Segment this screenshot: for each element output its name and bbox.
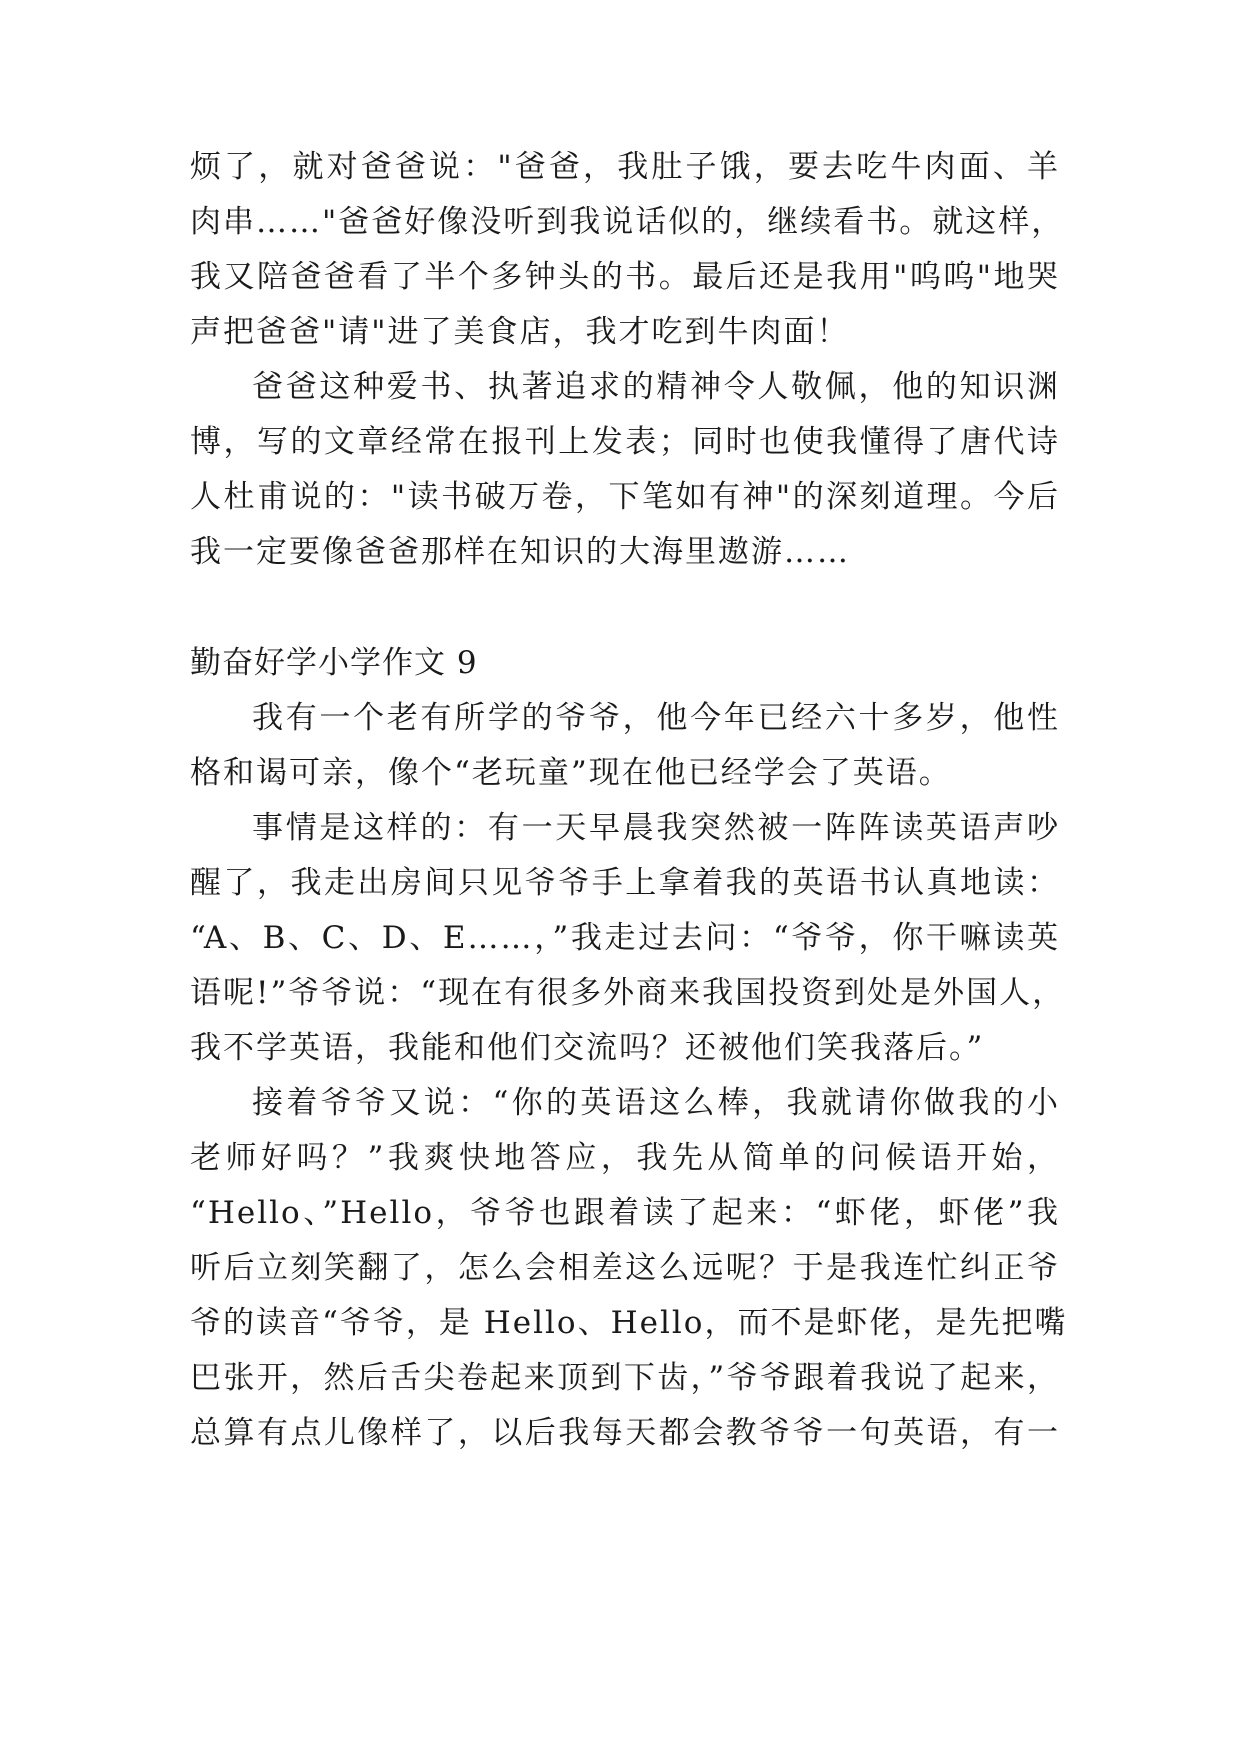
text-line: 肉串……"爸爸好像没听到我说话似的，继续看书。就这样， [190, 204, 1065, 240]
text-line: “Hello、”Hello，爷爷也跟着读了起来：“虾佬，虾佬”我 [190, 1195, 1060, 1231]
paragraph-first-line: 我有一个老有所学的爷爷，他今年已经六十多岁，他性 [252, 700, 1060, 736]
text-line: 声把爸爸"请"进了美食店，我才吃到牛肉面！ [190, 314, 850, 350]
text-line: 醒了，我走出房间只见爷爷手上拿着我的英语书认真地读： [190, 865, 1060, 901]
text-line: 巴张开，然后舌尖卷起来顶到下齿，”爷爷跟着我说了起来， [190, 1360, 1060, 1396]
text-line: 听后立刻笑翻了，怎么会相差这么远呢？于是我连忙纠正爷 [190, 1250, 1060, 1286]
text-line: 我一定要像爸爸那样在知识的大海里遨游…… [190, 534, 850, 570]
text-line: “A、B、C、D、E……，”我走过去问：“爷爷，你干嘛读英 [190, 920, 1060, 956]
text-line: 爷的读音“爷爷，是 Hello、Hello，而不是虾佬，是先把嘴 [190, 1305, 1068, 1341]
text-line: 语呢!”爷爷说：“现在有很多外商来我国投资到处是外国人， [190, 975, 1066, 1011]
paragraph-first-line: 爸爸这种爱书、执著追求的精神令人敬佩，他的知识渊 [252, 369, 1060, 405]
text-line: 总算有点儿像样了，以后我每天都会教爷爷一句英语，有一 [190, 1415, 1060, 1451]
paragraph-first-line: 事情是这样的：有一天早晨我突然被一阵阵读英语声吵 [252, 810, 1060, 846]
section-heading: 勤奋好学小学作文 9 [190, 645, 478, 681]
text-line: 格和谒可亲，像个“老玩童”现在他已经学会了英语。 [190, 755, 952, 791]
text-line: 烦了，就对爸爸说："爸爸，我肚子饿，要去吃牛肉面、羊 [190, 149, 1060, 185]
text-line: 我不学英语，我能和他们交流吗？还被他们笑我落后。” [190, 1030, 985, 1066]
text-line: 老师好吗？”我爽快地答应，我先从简单的问候语开始， [190, 1140, 1060, 1176]
paragraph-first-line: 接着爷爷又说：“你的英语这么棒，我就请你做我的小 [252, 1085, 1060, 1121]
text-line: 博，写的文章经常在报刊上发表；同时也使我懂得了唐代诗 [190, 424, 1060, 460]
text-line: 人杜甫说的："读书破万卷，下笔如有神"的深刻道理。今后 [190, 479, 1060, 515]
text-line: 我又陪爸爸看了半个多钟头的书。最后还是我用"呜呜"地哭 [190, 259, 1060, 295]
